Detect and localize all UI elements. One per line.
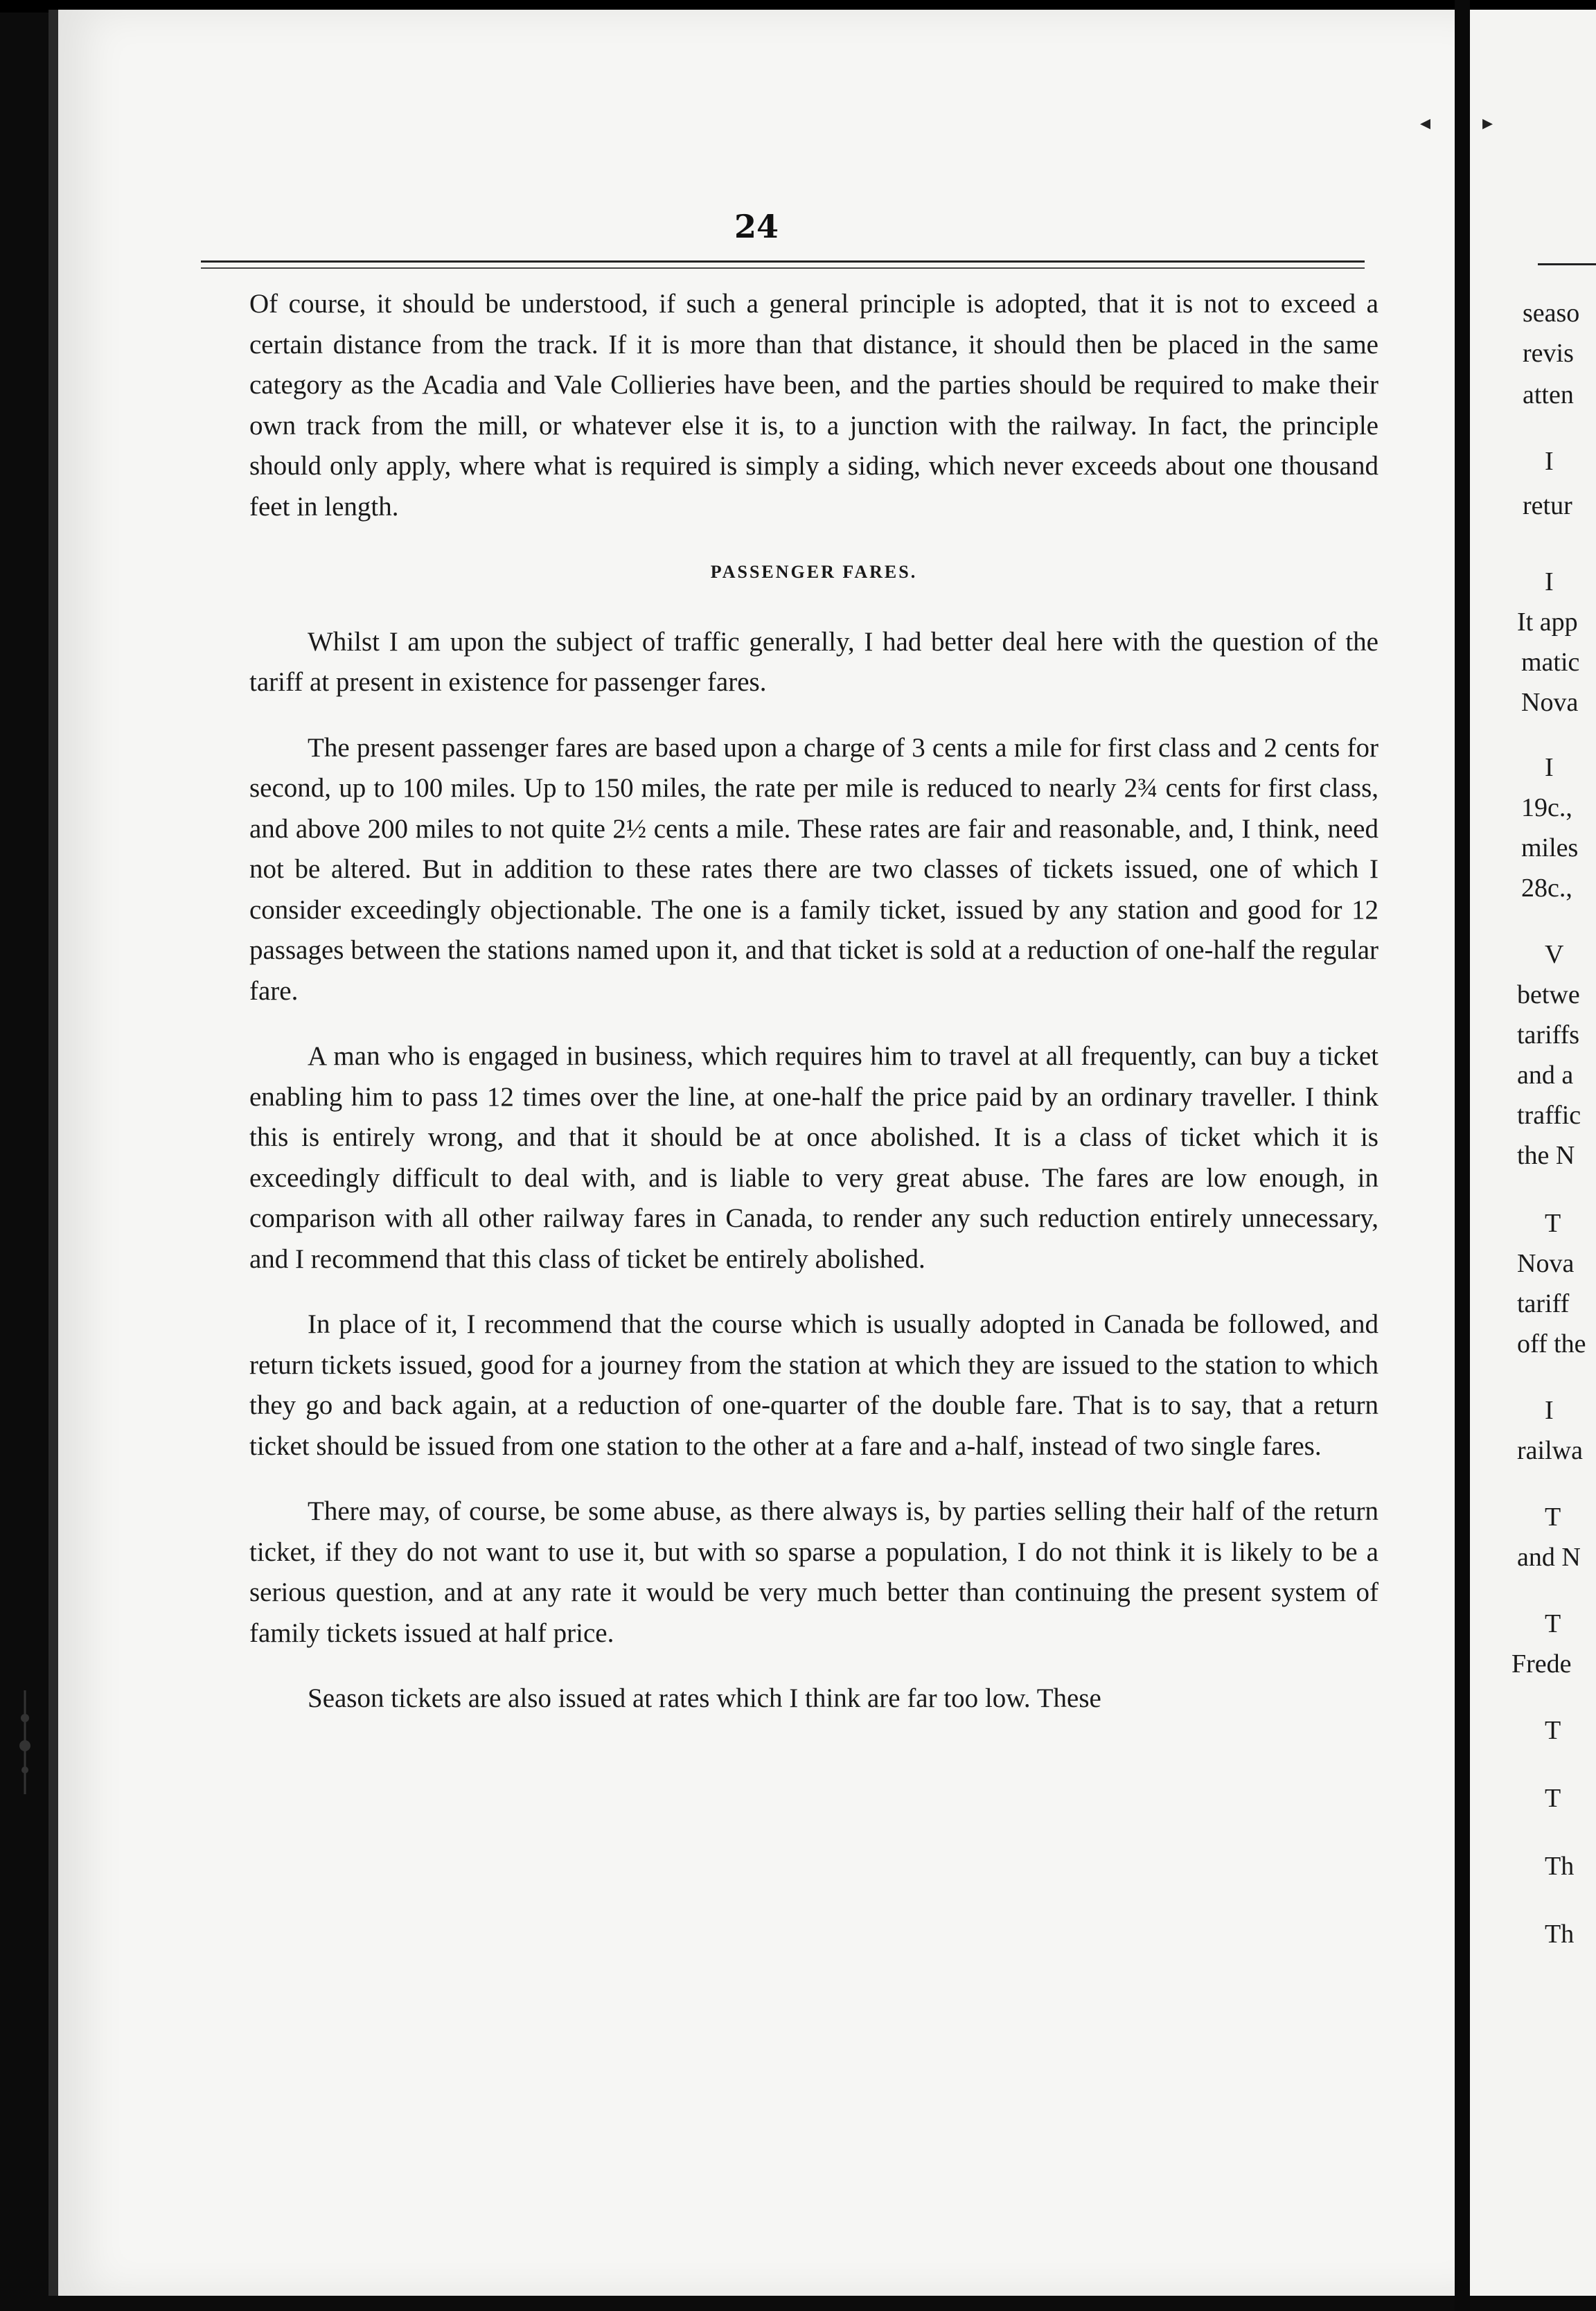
paragraph: A man who is engaged in business, which requires him to travel at all frequently, can buy a ticket enabling him to pass 12 times over the line, at one-half the price paid by an ordinary traveller. I think this is entirely wrong, and that it should be at once abolished. It is a class of ticket which it is exceedingly difficult to deal with, and is liable to very great abuse. The fares are low enough, in comparison with all other railway fares in Canada, to render any such reduction entirely unnecessary, and I recommend that this class of ticket be entirely abolished. bbox=[249, 1041, 1378, 1274]
facing-page-fragment: railwa bbox=[1517, 1436, 1583, 1465]
book-gutter bbox=[1455, 0, 1470, 2311]
facing-page-fragment: T bbox=[1545, 1609, 1561, 1638]
facing-page-fragment: Th bbox=[1545, 1920, 1575, 1949]
facing-page-fragment: 28c., bbox=[1521, 874, 1572, 903]
facing-page-fragment: I bbox=[1545, 1396, 1554, 1425]
facing-page-fragment: traffic bbox=[1517, 1101, 1581, 1130]
facing-page-fragment: Th bbox=[1545, 1852, 1575, 1881]
facing-page-fragment: retur bbox=[1523, 491, 1572, 520]
facing-page-fragment: and a bbox=[1517, 1061, 1574, 1090]
facing-page-fragment: I bbox=[1545, 447, 1554, 476]
facing-page-fragment: Nova bbox=[1517, 1249, 1575, 1278]
header-rule-thin bbox=[201, 267, 1365, 269]
facing-page-fragment: and N bbox=[1517, 1543, 1581, 1572]
facing-page-fragment: Nova bbox=[1521, 688, 1579, 717]
facing-page-fragment: matic bbox=[1521, 648, 1580, 677]
paragraph-continuation: Of course, it should be understood, if such a general principle is adopted, that it is not to exceed a certain distance from the track. If it is more than that distance, it should then be placed in the same category as the Acadia and Vale Collieries have been, and the parties should be required to make their own track from the mill, or whatever else it is, to a junction with the railway. In fact, the principle should only apply, where what is required is simply a siding, which never exceeds about one thousand feet in length. bbox=[249, 289, 1378, 522]
facing-page-fragment: T bbox=[1545, 1209, 1561, 1238]
facing-page-fragment: It app bbox=[1517, 608, 1578, 637]
paragraph: In place of it, I recommend that the course which is usually adopted in Canada be followed, and return tickets issued, good for a journey from the station at which they are issued to the station to which they go and back again, at a reduction of one-quarter of the double fare. That is to say, that a return ticket should be issued from one station to the other at a fare and a-half, instead of two single fares. bbox=[249, 1309, 1378, 1461]
facing-page-fragment: I bbox=[1545, 753, 1554, 782]
section-heading: PASSENGER FARES. bbox=[710, 562, 918, 582]
header-rule bbox=[201, 260, 1365, 274]
facing-page-fragment: T bbox=[1545, 1716, 1561, 1745]
paragraph: There may, of course, be some abuse, as there always is, by parties selling their half of the return ticket, if they do not want to use it, but with so sparse a population, I do not think it is likely to be a serious question, and at any rate it would be very much better than continuing the present system of family tickets issued at half price. bbox=[249, 1496, 1378, 1648]
page-body bbox=[249, 284, 1378, 1744]
paragraph: Whilst I am upon the subject of traffic generally, I had better deal here with the question of the tariff at present in existence for passenger fares. bbox=[249, 626, 1378, 697]
facing-page-fragment: I bbox=[1545, 567, 1554, 596]
facing-page-fragment: betwe bbox=[1517, 980, 1580, 1009]
facing-page-fragment: the N bbox=[1517, 1141, 1575, 1170]
facing-page-fragment: T bbox=[1545, 1784, 1561, 1813]
facing-page-rule bbox=[1538, 263, 1596, 265]
facing-page-fragment: atten bbox=[1523, 380, 1574, 409]
facing-page-fragment: seaso bbox=[1523, 299, 1580, 328]
facing-page-fragment: V bbox=[1545, 940, 1564, 969]
facing-page-fragment: 19c., bbox=[1521, 793, 1572, 822]
binding-ornament-icon bbox=[12, 1690, 37, 1794]
facing-page-fragment: tariffs bbox=[1517, 1020, 1580, 1050]
page-number: 24 bbox=[734, 208, 779, 245]
paragraph: The present passenger fares are based upon a charge of 3 cents a mile for first class and 2 cents for second, up to 100 miles. Up to 150 miles, the rate per mile is reduced to nearly 2¾ cents for first class, and above 200 miles to not quite 2½ cents a mile. These rates are fair and reasonable, and, I think, need not be altered. But in addition to these rates there are two classes of tickets issued, one of which I consider exceedingly objectionable. The one is a family ticket, issued by any station and good for 12 passages between the stations named upon it, and that ticket is sold at a reduction of one-half the regular fare. bbox=[249, 732, 1378, 1006]
right-arrow-mark-icon: ▸ bbox=[1482, 111, 1493, 135]
header-rule-thick bbox=[201, 260, 1365, 263]
left-arrow-mark-icon: ◂ bbox=[1420, 111, 1431, 135]
paragraph: Season tickets are also issued at rates which I think are far too low. These bbox=[308, 1683, 1101, 1713]
facing-page-fragment: Frede bbox=[1511, 1649, 1572, 1679]
facing-page-fragment: off the bbox=[1517, 1329, 1586, 1358]
facing-page-fragment: revis bbox=[1523, 339, 1574, 368]
facing-page-fragment: T bbox=[1545, 1503, 1561, 1532]
facing-page-fragment: tariff bbox=[1517, 1289, 1570, 1318]
facing-page-fragment: miles bbox=[1521, 833, 1579, 862]
